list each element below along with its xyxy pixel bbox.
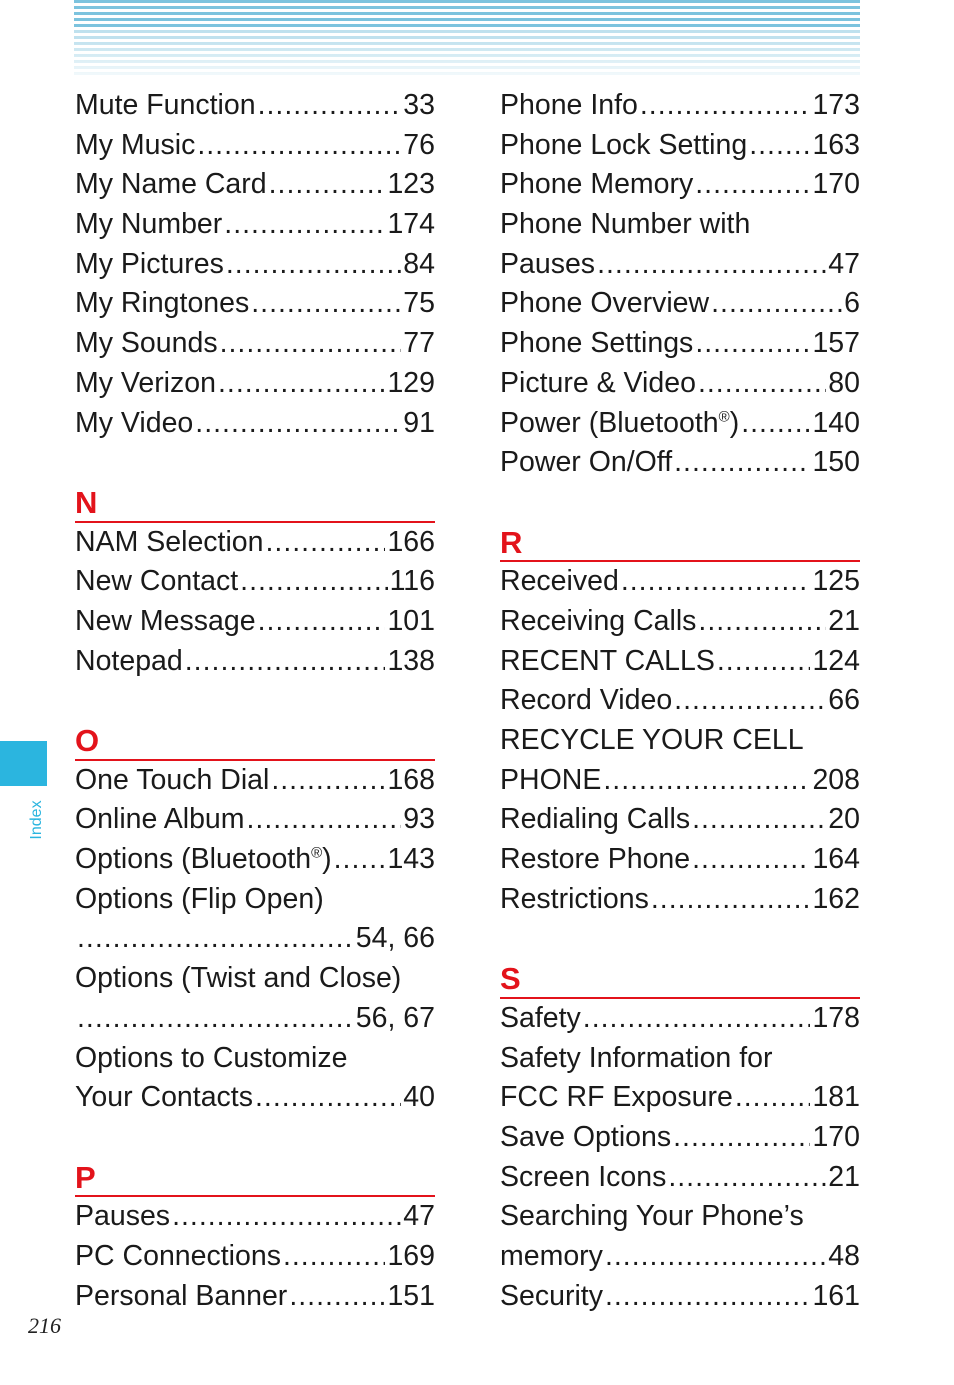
entry-page-number: 143 bbox=[387, 843, 435, 876]
dot-leader bbox=[271, 761, 385, 801]
dot-leader bbox=[77, 919, 354, 959]
entry-term: Safety bbox=[500, 1001, 581, 1034]
dot-leader bbox=[185, 642, 386, 682]
section-p-entries bbox=[75, 1197, 435, 1316]
index-entry bbox=[500, 404, 860, 444]
dot-leader bbox=[255, 1078, 401, 1118]
entry-term: My Video bbox=[75, 406, 194, 439]
index-entry bbox=[75, 284, 435, 324]
index-entry bbox=[75, 642, 435, 682]
index-entry bbox=[500, 681, 860, 721]
dot-leader bbox=[218, 364, 385, 404]
dot-leader bbox=[240, 562, 387, 602]
entry-term: Online Album bbox=[75, 803, 245, 836]
entry-page-number: 181 bbox=[812, 1081, 860, 1114]
entry-term: Phone Info bbox=[500, 89, 638, 121]
dot-leader bbox=[692, 840, 810, 880]
dot-leader bbox=[220, 324, 402, 364]
entry-page-number: 76 bbox=[403, 128, 435, 161]
entry-page-number: 173 bbox=[812, 89, 860, 121]
dot-leader bbox=[172, 1197, 401, 1237]
group-m bbox=[75, 86, 435, 443]
entry-term: My Number bbox=[75, 208, 223, 241]
index-entry bbox=[75, 800, 435, 840]
entry-term: Phone Lock Setting bbox=[500, 128, 748, 161]
index-entry bbox=[500, 761, 860, 801]
dot-leader bbox=[266, 523, 386, 563]
index-entry bbox=[500, 562, 860, 602]
entry-page-number: 84 bbox=[403, 247, 435, 280]
entry-page-number: 125 bbox=[812, 565, 860, 598]
entry-term: Power (Bluetooth®) bbox=[500, 406, 740, 439]
index-entry bbox=[75, 999, 435, 1039]
entry-term: Options (Bluetooth®) bbox=[75, 843, 332, 876]
index-entry bbox=[75, 523, 435, 563]
entry-term: My Pictures bbox=[75, 247, 224, 280]
entry-page-number: 157 bbox=[812, 327, 860, 360]
dot-leader bbox=[597, 245, 826, 285]
entry-term: Pauses bbox=[75, 1200, 171, 1233]
index-entry bbox=[75, 880, 435, 920]
dot-leader bbox=[605, 1237, 826, 1277]
index-entry bbox=[75, 1078, 435, 1118]
dot-leader bbox=[695, 165, 810, 205]
entry-term: Notepad bbox=[75, 644, 183, 677]
entry-page-number: 170 bbox=[812, 1120, 860, 1153]
entry-term: My Music bbox=[75, 128, 196, 161]
section-letter-o: O bbox=[75, 721, 435, 761]
entry-page-number: 91 bbox=[403, 406, 435, 439]
group-p-continued bbox=[500, 86, 860, 483]
index-entry bbox=[75, 1277, 435, 1317]
dot-leader bbox=[224, 205, 385, 245]
entry-page-number: 123 bbox=[387, 168, 435, 201]
entry-term: Pauses bbox=[500, 247, 596, 280]
index-entry bbox=[75, 602, 435, 642]
index-entry bbox=[500, 205, 860, 245]
dot-leader bbox=[674, 681, 826, 721]
entry-term: Picture & Video bbox=[500, 366, 696, 399]
dot-leader bbox=[269, 165, 386, 205]
entry-page-number: 101 bbox=[387, 604, 435, 637]
index-side-tab bbox=[0, 741, 47, 786]
section-r-entries bbox=[500, 562, 860, 919]
entry-page-number: 54, 66 bbox=[355, 922, 435, 955]
entry-page-number: 168 bbox=[387, 763, 435, 796]
dot-leader bbox=[668, 1158, 826, 1198]
index-entry bbox=[500, 1039, 860, 1079]
entry-page-number: 151 bbox=[387, 1279, 435, 1312]
dot-leader bbox=[258, 86, 402, 126]
entry-term: Phone Overview bbox=[500, 287, 710, 320]
entry-page-number: 208 bbox=[812, 763, 860, 796]
entry-term: Phone Number with bbox=[500, 208, 751, 241]
entry-page-number: 80 bbox=[828, 366, 860, 399]
entry-term: Options (Flip Open) bbox=[75, 882, 324, 915]
entry-page-number: 75 bbox=[403, 287, 435, 320]
dot-leader bbox=[251, 284, 401, 324]
dot-leader bbox=[195, 404, 401, 444]
index-entry bbox=[500, 642, 860, 682]
index-entry bbox=[500, 86, 860, 126]
entry-page-number: 163 bbox=[812, 128, 860, 161]
entry-page-number: 116 bbox=[389, 565, 435, 598]
entry-term: My Sounds bbox=[75, 327, 218, 360]
index-entry bbox=[500, 1118, 860, 1158]
section-o-entries bbox=[75, 761, 435, 1118]
index-entry bbox=[75, 364, 435, 404]
index-entry bbox=[500, 880, 860, 920]
entry-page-number: 124 bbox=[812, 644, 860, 677]
registered-mark: ® bbox=[718, 408, 730, 425]
registered-mark: ® bbox=[311, 844, 323, 862]
index-entry bbox=[75, 840, 435, 880]
entry-page-number: 162 bbox=[812, 882, 860, 915]
index-entry bbox=[500, 284, 860, 324]
entry-term: RECYCLE YOUR CELL bbox=[500, 724, 804, 756]
entry-term: New Contact bbox=[75, 565, 239, 598]
dot-leader bbox=[283, 1237, 385, 1277]
entry-page-number: 140 bbox=[812, 406, 860, 439]
entry-term: Mute Function bbox=[75, 89, 256, 121]
entry-term: Safety Information for bbox=[500, 1041, 773, 1074]
index-entry bbox=[75, 1237, 435, 1277]
index-entry bbox=[500, 165, 860, 205]
entry-term: Receiving Calls bbox=[500, 604, 697, 637]
entry-page-number: 161 bbox=[812, 1279, 860, 1312]
entry-term: Options (Twist and Close) bbox=[75, 962, 402, 995]
entry-page-number: 170 bbox=[812, 168, 860, 201]
index-entry bbox=[500, 1237, 860, 1277]
entry-page-number: 20 bbox=[828, 803, 860, 836]
section-letter-n: N bbox=[75, 483, 435, 523]
entry-page-number: 178 bbox=[812, 1001, 860, 1034]
index-entry bbox=[75, 324, 435, 364]
page-number: 216 bbox=[28, 1313, 61, 1338]
entry-term: Redialing Calls bbox=[500, 803, 691, 836]
dot-leader bbox=[334, 840, 386, 880]
index-entry bbox=[500, 364, 860, 404]
entry-page-number: 169 bbox=[387, 1239, 435, 1272]
index-entry bbox=[75, 205, 435, 245]
dot-leader bbox=[698, 602, 826, 642]
entry-page-number: 77 bbox=[403, 327, 435, 360]
index-entry bbox=[500, 443, 860, 483]
entry-term: NAM Selection bbox=[75, 525, 264, 558]
entry-term: Restore Phone bbox=[500, 843, 691, 876]
entry-page-number: 93 bbox=[403, 803, 435, 836]
index-entry bbox=[75, 1197, 435, 1237]
dot-leader bbox=[247, 800, 402, 840]
entry-term: One Touch Dial bbox=[75, 763, 270, 796]
section-letter-r: R bbox=[500, 523, 860, 563]
entry-term: Record Video bbox=[500, 684, 673, 717]
entry-page-number: 47 bbox=[828, 247, 860, 280]
entry-term: PC Connections bbox=[75, 1239, 281, 1272]
index-entry bbox=[75, 165, 435, 205]
entry-term: Searching Your Phone’s bbox=[500, 1200, 804, 1233]
section-letter-p: P bbox=[75, 1158, 435, 1198]
entry-term: My Name Card bbox=[75, 168, 267, 201]
index-entry bbox=[500, 999, 860, 1039]
dot-leader bbox=[711, 284, 842, 324]
entry-term: Security bbox=[500, 1279, 603, 1312]
entry-page-number: 138 bbox=[387, 644, 435, 677]
index-entry bbox=[500, 1158, 860, 1198]
entry-page-number: 150 bbox=[812, 446, 860, 479]
index-entry bbox=[75, 245, 435, 285]
index-entry bbox=[75, 1039, 435, 1079]
entry-term: Save Options bbox=[500, 1120, 672, 1153]
entry-page-number: 40 bbox=[403, 1081, 435, 1114]
entry-term: memory bbox=[500, 1239, 603, 1272]
dot-leader bbox=[621, 562, 811, 602]
dot-leader bbox=[695, 324, 810, 364]
entry-term: My Ringtones bbox=[75, 287, 250, 320]
dot-leader bbox=[735, 1078, 811, 1118]
section-s-entries bbox=[500, 999, 860, 1317]
index-entry bbox=[75, 761, 435, 801]
dot-leader bbox=[605, 1277, 810, 1317]
index-entry bbox=[500, 126, 860, 166]
entry-page-number: 66 bbox=[828, 684, 860, 717]
entry-page-number: 48 bbox=[828, 1239, 860, 1272]
index-entry bbox=[500, 1277, 860, 1317]
dot-leader bbox=[226, 245, 401, 285]
entry-page-number: 174 bbox=[387, 208, 435, 241]
entry-page-number: 6 bbox=[844, 287, 860, 320]
index-column-right bbox=[500, 86, 860, 1316]
index-entry bbox=[500, 602, 860, 642]
dot-leader bbox=[749, 126, 810, 166]
entry-term: Power On/Off bbox=[500, 446, 673, 479]
index-entry bbox=[75, 86, 435, 126]
entry-term: Phone Settings bbox=[500, 327, 694, 360]
index-entry bbox=[75, 404, 435, 444]
index-entry bbox=[75, 562, 435, 602]
index-entry bbox=[500, 721, 860, 761]
entry-page-number: 129 bbox=[387, 366, 435, 399]
side-label: Index bbox=[28, 800, 45, 840]
entry-page-number: 56, 67 bbox=[355, 1001, 435, 1034]
dot-leader bbox=[289, 1277, 385, 1317]
entry-page-number: 166 bbox=[387, 525, 435, 558]
dot-leader bbox=[603, 761, 810, 801]
entry-term: Restrictions bbox=[500, 882, 649, 915]
dot-leader bbox=[692, 800, 826, 840]
dot-leader bbox=[741, 404, 810, 444]
entry-term: Phone Memory bbox=[500, 168, 694, 201]
entry-term: PHONE bbox=[500, 763, 602, 796]
section-letter-s: S bbox=[500, 959, 860, 999]
entry-page-number: 33 bbox=[403, 89, 435, 121]
entry-term: Options to Customize bbox=[75, 1041, 348, 1074]
index-entry bbox=[500, 1078, 860, 1118]
dot-leader bbox=[674, 443, 810, 483]
entry-page-number: 21 bbox=[828, 1160, 860, 1193]
dot-leader bbox=[717, 642, 811, 682]
entry-page-number: 47 bbox=[403, 1200, 435, 1233]
dot-leader bbox=[258, 602, 386, 642]
index-entry bbox=[500, 324, 860, 364]
section-n-entries bbox=[75, 523, 435, 682]
dot-leader bbox=[673, 1118, 810, 1158]
index-entry bbox=[75, 959, 435, 999]
entry-term: My Verizon bbox=[75, 366, 216, 399]
entry-term: FCC RF Exposure bbox=[500, 1081, 733, 1114]
dot-leader bbox=[698, 364, 826, 404]
dot-leader bbox=[640, 86, 811, 126]
dot-leader bbox=[583, 999, 811, 1039]
entry-term: Personal Banner bbox=[75, 1279, 288, 1312]
index-entry bbox=[500, 800, 860, 840]
header-stripe-band bbox=[74, 0, 860, 78]
entry-page-number: 164 bbox=[812, 843, 860, 876]
index-entry bbox=[75, 919, 435, 959]
index-column-left bbox=[75, 86, 435, 1316]
dot-leader bbox=[651, 880, 811, 920]
dot-leader bbox=[77, 999, 354, 1039]
entry-term: New Message bbox=[75, 604, 256, 637]
index-entry bbox=[75, 126, 435, 166]
entry-term: Screen Icons bbox=[500, 1160, 667, 1193]
entry-page-number: 21 bbox=[828, 604, 860, 637]
index-entry bbox=[500, 840, 860, 880]
entry-term: Your Contacts bbox=[75, 1081, 253, 1114]
entry-term: RECENT CALLS bbox=[500, 644, 715, 677]
entry-term: Received bbox=[500, 565, 619, 598]
dot-leader bbox=[197, 126, 401, 166]
index-entry bbox=[500, 1197, 860, 1237]
index-entry bbox=[500, 245, 860, 285]
